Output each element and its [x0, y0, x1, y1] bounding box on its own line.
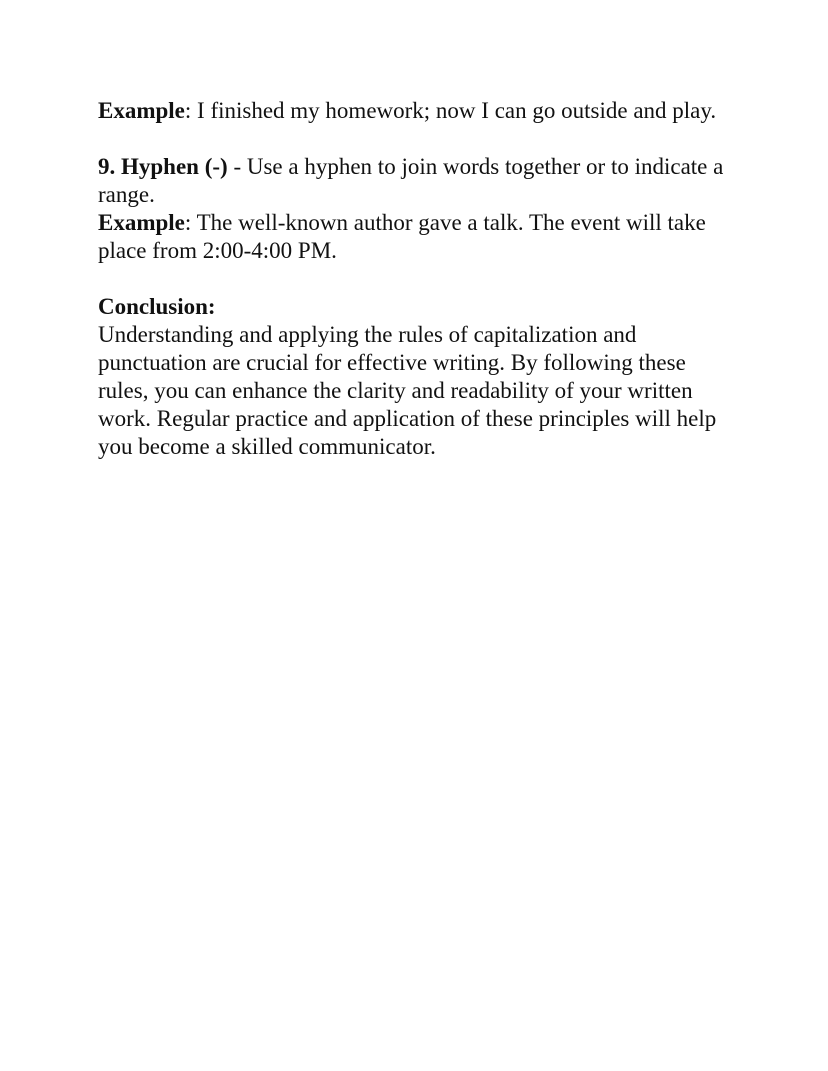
conclusion-block	[98, 293, 738, 461]
rule-label: 9. Hyphen (-)	[98, 154, 228, 179]
conclusion-heading	[98, 293, 738, 321]
example-separator: :	[184, 98, 192, 123]
example-line	[98, 97, 738, 125]
example-label: Example	[98, 98, 185, 123]
example-text: The well-known author gave a talk. The event will take place from 2:00-4:00 PM.	[98, 210, 706, 263]
example-block-semicolon	[98, 97, 738, 125]
example-line	[98, 209, 738, 265]
rule-line	[98, 153, 738, 209]
conclusion-heading-text: Conclusion:	[98, 294, 216, 319]
example-text: I finished my homework; now I can go outside and play.	[191, 98, 717, 123]
document-content	[98, 97, 738, 461]
rule-text: - Use a hyphen to join words together or to indicate a range.	[98, 154, 724, 207]
conclusion-paragraph: Understanding and applying the rules of capitalization and punctuation are crucial for effective writing. By following these rules, you can enhance the clarity and readability of your written work. Regular practice and application of these principles will help you become a skilled communicator.	[98, 322, 717, 459]
example-separator: :	[184, 210, 192, 235]
rule-block-hyphen	[98, 153, 738, 265]
example-label: Example	[98, 210, 185, 235]
